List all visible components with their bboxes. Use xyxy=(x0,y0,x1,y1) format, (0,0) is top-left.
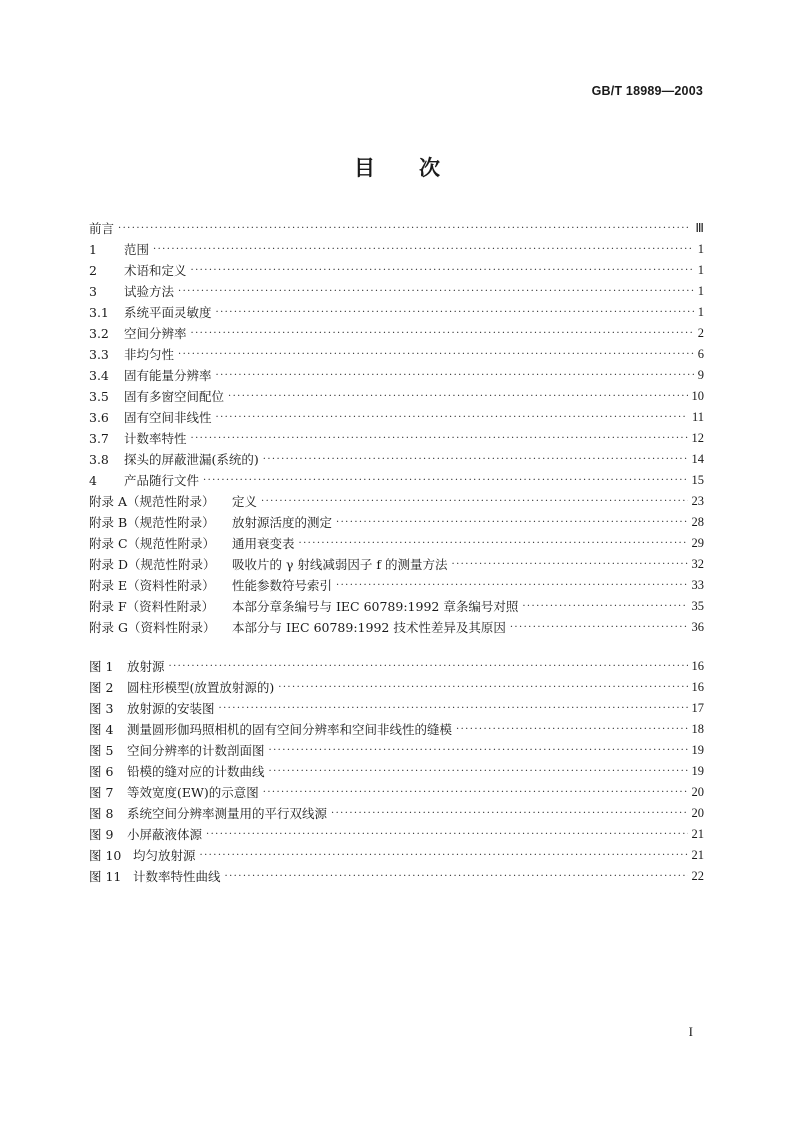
toc-entry-number: 附录 D（规范性附录） xyxy=(89,557,216,572)
toc-entry-number: 图 4 xyxy=(89,722,114,737)
dot-leader xyxy=(203,470,687,491)
toc-entry-number: 3.3 xyxy=(89,347,109,362)
toc-entry-page: 19 xyxy=(691,764,704,778)
toc-entry[interactable] xyxy=(89,218,704,239)
toc-entry-page: 32 xyxy=(691,557,704,571)
dot-leader xyxy=(178,344,694,365)
toc-entry-number: 3.5 xyxy=(89,389,109,404)
toc-entry[interactable] xyxy=(89,698,704,719)
toc-entry-number: 图 5 xyxy=(89,743,114,758)
toc-entry-number: 3.1 xyxy=(89,305,109,320)
toc-entry[interactable] xyxy=(89,845,704,866)
toc-entry[interactable] xyxy=(89,260,704,281)
toc-entry-label: 小屏蔽液体源 xyxy=(127,827,203,842)
toc-entry[interactable] xyxy=(89,554,704,575)
toc-entry[interactable] xyxy=(89,719,704,740)
dot-leader xyxy=(191,323,694,344)
toc-entry-number: 图 6 xyxy=(89,764,114,779)
toc-entry-label: 等效宽度(EW)的示意图 xyxy=(127,785,259,800)
dot-leader xyxy=(153,239,694,260)
toc-entry[interactable] xyxy=(89,512,704,533)
toc-entry-number: 4 xyxy=(89,473,97,488)
title-char-2: 次 xyxy=(419,156,440,180)
toc-entry[interactable] xyxy=(89,782,704,803)
toc-entry-label: 性能参数符号索引 xyxy=(232,578,333,593)
toc-entry[interactable] xyxy=(89,803,704,824)
toc-entry-page: 12 xyxy=(691,431,704,445)
dot-leader xyxy=(336,512,687,533)
toc-entry-number: 图 3 xyxy=(89,701,114,716)
toc-entry[interactable] xyxy=(89,302,704,323)
toc-entry-number: 1 xyxy=(89,242,97,257)
toc-entry[interactable] xyxy=(89,491,704,512)
toc-entry-number: 图 10 xyxy=(89,848,122,863)
toc-entry-page: 1 xyxy=(697,305,704,319)
toc-entry-label: 吸收片的 γ 射线减弱因子 f 的测量方法 xyxy=(232,557,448,572)
toc-entry-label: 非均匀性 xyxy=(124,347,175,362)
standard-code: GB/T 18989—2003 xyxy=(591,84,703,98)
dot-leader xyxy=(219,698,688,719)
dot-leader xyxy=(263,449,688,470)
toc-entry-label: 定义 xyxy=(232,494,258,509)
toc-entry[interactable] xyxy=(89,386,704,407)
toc-entry[interactable] xyxy=(89,617,704,638)
toc-entry[interactable] xyxy=(89,365,704,386)
toc-entry[interactable] xyxy=(89,533,704,554)
toc-entry[interactable] xyxy=(89,575,704,596)
toc-entry-label: 本部分章条编号与 IEC 60789:1992 章条编号对照 xyxy=(232,599,519,614)
toc-entry-page: 23 xyxy=(691,494,704,508)
toc-entry-number: 图 11 xyxy=(89,869,122,884)
toc-entry-label: 圆柱形模型(放置放射源的) xyxy=(127,680,275,695)
dot-leader xyxy=(228,386,687,407)
toc-entry[interactable] xyxy=(89,656,704,677)
dot-leader xyxy=(200,845,688,866)
toc-entry-page: 15 xyxy=(691,473,704,487)
toc-entry-page: 16 xyxy=(691,659,704,673)
toc-entry[interactable] xyxy=(89,428,704,449)
toc-entry[interactable] xyxy=(89,677,704,698)
dot-leader xyxy=(263,782,688,803)
toc-entry-page: 1 xyxy=(697,284,704,298)
toc-entry-label: 前言 xyxy=(89,221,115,236)
toc-entry-label: 固有能量分辨率 xyxy=(124,368,212,383)
toc-entry-page: 33 xyxy=(691,578,704,592)
toc-entry-number: 3 xyxy=(89,284,97,299)
toc-entry-page: 22 xyxy=(691,869,704,883)
toc-entry-label: 通用衰变表 xyxy=(232,536,295,551)
toc-entry-page: 9 xyxy=(697,368,704,382)
toc-entry-page: 20 xyxy=(691,806,704,820)
toc-entry-number: 3.7 xyxy=(89,431,109,446)
page-number: I xyxy=(688,1024,693,1039)
toc-entry-page: 14 xyxy=(691,452,704,466)
page-title xyxy=(0,152,794,182)
toc-entry-page: 10 xyxy=(691,389,704,403)
toc-entry-number: 3.8 xyxy=(89,452,109,467)
toc-entry[interactable] xyxy=(89,596,704,617)
toc-entry-number: 3.4 xyxy=(89,368,109,383)
toc-entry-page: 2 xyxy=(697,326,704,340)
toc-entry-label: 放射源的安装图 xyxy=(127,701,215,716)
toc-entry-label: 计数率特性曲线 xyxy=(133,869,221,884)
toc-entry-page: 1 xyxy=(697,263,704,277)
toc-entry-page: 29 xyxy=(691,536,704,550)
title-char-1: 目 xyxy=(354,156,375,180)
toc-entry-label: 本部分与 IEC 60789:1992 技术性差异及其原因 xyxy=(232,620,506,635)
toc-entry-label: 试验方法 xyxy=(124,284,175,299)
toc-entry-label: 空间分辨率的计数剖面图 xyxy=(127,743,265,758)
dot-leader xyxy=(522,596,687,617)
toc-entry-number: 附录 F（资料性附录） xyxy=(89,599,215,614)
toc-entry[interactable] xyxy=(89,740,704,761)
dot-leader xyxy=(216,302,694,323)
toc-entry-number: 2 xyxy=(89,263,97,278)
dot-leader xyxy=(191,428,688,449)
toc-entry-label: 系统空间分辨率测量用的平行双线源 xyxy=(127,806,328,821)
dot-leader xyxy=(510,617,688,638)
dot-leader xyxy=(278,677,687,698)
dot-leader xyxy=(216,365,694,386)
toc-entry-number: 图 1 xyxy=(89,659,114,674)
toc-entry-page: 17 xyxy=(691,701,704,715)
toc-entry-number: 图 7 xyxy=(89,785,114,800)
dot-leader xyxy=(299,533,688,554)
toc-entry-number: 图 2 xyxy=(89,680,114,695)
toc-entry-page: 21 xyxy=(691,827,704,841)
toc-entry[interactable] xyxy=(89,239,704,260)
toc-entry-label: 放射源活度的测定 xyxy=(232,515,333,530)
toc-entry-label: 产品随行文件 xyxy=(124,473,200,488)
toc-entry[interactable] xyxy=(89,824,704,845)
toc-entry-number: 3.6 xyxy=(89,410,109,425)
toc-entry-page: 1 xyxy=(697,242,704,256)
toc-entry-page: 28 xyxy=(691,515,704,529)
toc-entry-label: 测量圆形伽玛照相机的固有空间分辨率和空间非线性的缝模 xyxy=(127,722,453,737)
toc-entry-label: 空间分辨率 xyxy=(124,326,187,341)
dot-leader xyxy=(178,281,694,302)
dot-leader xyxy=(456,719,687,740)
toc-entry-label: 系统平面灵敏度 xyxy=(124,305,212,320)
toc-entry-number: 图 8 xyxy=(89,806,114,821)
toc-entry-number: 附录 A（规范性附录） xyxy=(89,494,215,509)
dot-leader xyxy=(336,575,687,596)
toc-entry-label: 均匀放射源 xyxy=(133,848,196,863)
dot-leader xyxy=(216,407,688,428)
toc-entry-number: 附录 G（资料性附录） xyxy=(89,620,216,635)
toc-entry-page: 36 xyxy=(691,620,704,634)
toc-entry[interactable] xyxy=(89,866,704,887)
toc-entry-page: Ⅲ xyxy=(695,221,704,235)
toc-entry-label: 计数率特性 xyxy=(124,431,187,446)
toc-entry-number: 3.2 xyxy=(89,326,109,341)
toc-entry-number: 附录 E（资料性附录） xyxy=(89,578,215,593)
toc-entry[interactable] xyxy=(89,470,704,491)
toc-entry-label: 固有空间非线性 xyxy=(124,410,212,425)
toc-entry[interactable] xyxy=(89,281,704,302)
toc-entry-page: 21 xyxy=(691,848,704,862)
toc-entry-label: 范围 xyxy=(124,242,150,257)
toc-figure-list xyxy=(89,656,704,887)
dot-leader xyxy=(331,803,687,824)
toc-entry-number: 图 9 xyxy=(89,827,114,842)
toc-entry-label: 固有多窗空间配位 xyxy=(124,389,225,404)
toc-entry-page: 6 xyxy=(697,347,704,361)
dot-leader xyxy=(206,824,687,845)
dot-leader xyxy=(261,491,687,512)
toc-entry-page: 35 xyxy=(691,599,704,613)
toc-entry-page: 18 xyxy=(691,722,704,736)
toc-entry-number: 附录 B（规范性附录） xyxy=(89,515,215,530)
toc-entry-page: 16 xyxy=(691,680,704,694)
dot-leader xyxy=(118,218,691,239)
toc-entry-label: 铅模的缝对应的计数曲线 xyxy=(127,764,265,779)
toc-entry-label: 术语和定义 xyxy=(124,263,187,278)
dot-leader xyxy=(452,554,688,575)
dot-leader xyxy=(191,260,694,281)
dot-leader xyxy=(269,761,688,782)
toc-entry[interactable] xyxy=(89,323,704,344)
toc-main-list xyxy=(89,218,704,638)
toc-entry-label: 探头的屏蔽泄漏(系统的) xyxy=(124,452,259,467)
toc-entry[interactable] xyxy=(89,449,704,470)
toc-entry-page: 20 xyxy=(691,785,704,799)
toc-entry-page: 11 xyxy=(691,410,704,424)
dot-leader xyxy=(169,656,688,677)
toc-entry-number: 附录 C（规范性附录） xyxy=(89,536,216,551)
dot-leader xyxy=(269,740,688,761)
dot-leader xyxy=(225,866,688,887)
toc-entry[interactable] xyxy=(89,344,704,365)
toc-entry[interactable] xyxy=(89,761,704,782)
toc-entry-page: 19 xyxy=(691,743,704,757)
toc-entry[interactable] xyxy=(89,407,704,428)
toc-entry-label: 放射源 xyxy=(127,659,165,674)
